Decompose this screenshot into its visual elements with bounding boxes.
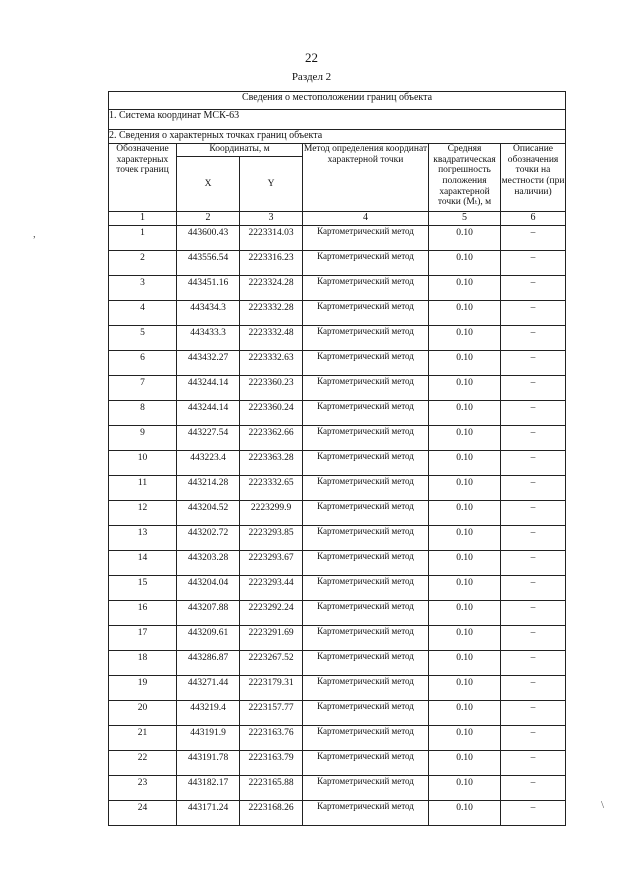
col-coordinates: Координаты, м xyxy=(177,144,303,157)
coord-x: 443182.17 xyxy=(177,776,240,801)
column-number: 5 xyxy=(429,212,501,226)
table-row xyxy=(109,651,566,676)
error-value: 0.10 xyxy=(429,576,501,601)
table-row xyxy=(109,776,566,801)
coord-y: 2223179.31 xyxy=(240,676,303,701)
description: – xyxy=(501,526,566,551)
description: – xyxy=(501,701,566,726)
method: Картометрический метод xyxy=(303,451,429,476)
coord-y: 2223267.52 xyxy=(240,651,303,676)
coord-y: 2223293.85 xyxy=(240,526,303,551)
method: Картометрический метод xyxy=(303,326,429,351)
coord-y: 2223292.24 xyxy=(240,601,303,626)
coord-x: 443171.24 xyxy=(177,801,240,826)
coord-x: 443227.54 xyxy=(177,426,240,451)
table-row xyxy=(109,476,566,501)
point-number: 21 xyxy=(109,726,177,751)
coord-x: 443433.3 xyxy=(177,326,240,351)
method: Картометрический метод xyxy=(303,501,429,526)
coord-x: 443209.61 xyxy=(177,626,240,651)
point-number: 15 xyxy=(109,576,177,601)
description: – xyxy=(501,626,566,651)
description: – xyxy=(501,651,566,676)
error-value: 0.10 xyxy=(429,401,501,426)
coord-x: 443271.44 xyxy=(177,676,240,701)
error-value: 0.10 xyxy=(429,251,501,276)
description: – xyxy=(501,776,566,801)
section-title: Раздел 2 xyxy=(291,71,332,83)
error-value: 0.10 xyxy=(429,526,501,551)
col-method: Метод определения координат характерной точки xyxy=(303,144,429,212)
method: Картометрический метод xyxy=(303,276,429,301)
coord-x: 443219.4 xyxy=(177,701,240,726)
coord-y: 2223163.79 xyxy=(240,751,303,776)
error-value: 0.10 xyxy=(429,326,501,351)
error-value: 0.10 xyxy=(429,351,501,376)
coord-y: 2223332.63 xyxy=(240,351,303,376)
point-number: 2 xyxy=(109,251,177,276)
error-value: 0.10 xyxy=(429,476,501,501)
point-number: 5 xyxy=(109,326,177,351)
point-number: 9 xyxy=(109,426,177,451)
table-row xyxy=(109,676,566,701)
point-number: 11 xyxy=(109,476,177,501)
error-value: 0.10 xyxy=(429,301,501,326)
page-number: 22 xyxy=(305,50,318,65)
points-heading: 2. Сведения о характерных точках границ объекта xyxy=(109,130,566,144)
coord-x: 443204.52 xyxy=(177,501,240,526)
point-number: 8 xyxy=(109,401,177,426)
coord-x: 443600.43 xyxy=(177,226,240,251)
method: Картометрический метод xyxy=(303,226,429,251)
description: – xyxy=(501,726,566,751)
coord-x: 443556.54 xyxy=(177,251,240,276)
table-row xyxy=(109,351,566,376)
error-value: 0.10 xyxy=(429,676,501,701)
method: Картометрический метод xyxy=(303,551,429,576)
point-number: 7 xyxy=(109,376,177,401)
table-row xyxy=(109,426,566,451)
coord-y: 2223360.24 xyxy=(240,401,303,426)
error-value: 0.10 xyxy=(429,776,501,801)
method: Картометрический метод xyxy=(303,301,429,326)
point-number: 14 xyxy=(109,551,177,576)
method: Картометрический метод xyxy=(303,676,429,701)
description: – xyxy=(501,501,566,526)
coord-x: 443223.4 xyxy=(177,451,240,476)
method: Картометрический метод xyxy=(303,401,429,426)
error-value: 0.10 xyxy=(429,751,501,776)
table-row xyxy=(109,526,566,551)
table-row xyxy=(109,276,566,301)
col-description: Описание обозначения точки на местности (при наличии) xyxy=(501,144,566,212)
col-designation: Обозначение характерных точек границ xyxy=(109,144,177,212)
point-number: 23 xyxy=(109,776,177,801)
coord-x: 443204.04 xyxy=(177,576,240,601)
method: Картометрический метод xyxy=(303,701,429,726)
table-header: Сведения о местоположении границ объекта xyxy=(109,92,566,110)
table-row xyxy=(109,451,566,476)
method: Картометрический метод xyxy=(303,576,429,601)
coord-y: 2223362.66 xyxy=(240,426,303,451)
description: – xyxy=(501,551,566,576)
coord-y: 2223332.48 xyxy=(240,326,303,351)
coord-y: 2223316.23 xyxy=(240,251,303,276)
table-row xyxy=(109,701,566,726)
method: Картометрический метод xyxy=(303,801,429,826)
point-number: 20 xyxy=(109,701,177,726)
point-number: 13 xyxy=(109,526,177,551)
error-value: 0.10 xyxy=(429,501,501,526)
coord-x: 443191.9 xyxy=(177,726,240,751)
error-value: 0.10 xyxy=(429,701,501,726)
point-number: 19 xyxy=(109,676,177,701)
point-number: 17 xyxy=(109,626,177,651)
coord-y: 2223165.88 xyxy=(240,776,303,801)
point-number: 22 xyxy=(109,751,177,776)
point-number: 1 xyxy=(109,226,177,251)
error-value: 0.10 xyxy=(429,626,501,651)
table-row xyxy=(109,576,566,601)
error-value: 0.10 xyxy=(429,276,501,301)
coord-y: 2223163.76 xyxy=(240,726,303,751)
coord-x: 443434.3 xyxy=(177,301,240,326)
method: Картометрический метод xyxy=(303,726,429,751)
table-row xyxy=(109,726,566,751)
coord-x: 443214.28 xyxy=(177,476,240,501)
point-number: 3 xyxy=(109,276,177,301)
coord-x: 443202.72 xyxy=(177,526,240,551)
column-number: 3 xyxy=(240,212,303,226)
method: Картометрический метод xyxy=(303,601,429,626)
description: – xyxy=(501,251,566,276)
table-row xyxy=(109,626,566,651)
method: Картометрический метод xyxy=(303,776,429,801)
point-number: 24 xyxy=(109,801,177,826)
description: – xyxy=(501,376,566,401)
coord-y: 2223360.23 xyxy=(240,376,303,401)
coord-x: 443203.28 xyxy=(177,551,240,576)
table-row xyxy=(109,226,566,251)
coord-y: 2223363.28 xyxy=(240,451,303,476)
description: – xyxy=(501,801,566,826)
column-number: 2 xyxy=(177,212,240,226)
method: Картометрический метод xyxy=(303,251,429,276)
error-value: 0.10 xyxy=(429,551,501,576)
description: – xyxy=(501,676,566,701)
table-body xyxy=(109,226,566,826)
point-number: 12 xyxy=(109,501,177,526)
coord-x: 443207.88 xyxy=(177,601,240,626)
coord-y: 2223291.69 xyxy=(240,626,303,651)
error-value: 0.10 xyxy=(429,726,501,751)
column-number: 1 xyxy=(109,212,177,226)
table-row xyxy=(109,401,566,426)
coord-y: 2223332.28 xyxy=(240,301,303,326)
coord-x: 443451.16 xyxy=(177,276,240,301)
point-number: 16 xyxy=(109,601,177,626)
error-value: 0.10 xyxy=(429,426,501,451)
error-value: 0.10 xyxy=(429,651,501,676)
method: Картометрический метод xyxy=(303,426,429,451)
coordinate-system: 1. Система координат МСК-63 xyxy=(109,110,566,130)
col-error: Средняя квадратическая погрешность положения характерной точки (Mₜ), м xyxy=(429,144,501,212)
error-value: 0.10 xyxy=(429,451,501,476)
description: – xyxy=(501,276,566,301)
description: – xyxy=(501,576,566,601)
table-row xyxy=(109,501,566,526)
point-number: 18 xyxy=(109,651,177,676)
method: Картометрический метод xyxy=(303,376,429,401)
method: Картометрический метод xyxy=(303,476,429,501)
table-row xyxy=(109,801,566,826)
coord-x: 443286.87 xyxy=(177,651,240,676)
coord-x: 443191.78 xyxy=(177,751,240,776)
description: – xyxy=(501,301,566,326)
method: Картометрический метод xyxy=(303,751,429,776)
description: – xyxy=(501,401,566,426)
coord-y: 2223293.44 xyxy=(240,576,303,601)
error-value: 0.10 xyxy=(429,226,501,251)
coord-y: 2223332.65 xyxy=(240,476,303,501)
table-row xyxy=(109,326,566,351)
method: Картометрический метод xyxy=(303,351,429,376)
coord-x: 443244.14 xyxy=(177,376,240,401)
description: – xyxy=(501,451,566,476)
description: – xyxy=(501,601,566,626)
coord-y: 2223324.28 xyxy=(240,276,303,301)
description: – xyxy=(501,476,566,501)
table-row xyxy=(109,376,566,401)
coord-x: 443244.14 xyxy=(177,401,240,426)
description: – xyxy=(501,326,566,351)
table-row xyxy=(109,751,566,776)
table-row xyxy=(109,551,566,576)
point-number: 4 xyxy=(109,301,177,326)
coord-y: 2223314.03 xyxy=(240,226,303,251)
col-y: Y xyxy=(240,157,303,212)
description: – xyxy=(501,226,566,251)
table-row xyxy=(109,601,566,626)
point-number: 10 xyxy=(109,451,177,476)
boundary-points-table xyxy=(108,91,566,826)
coord-y: 2223157.77 xyxy=(240,701,303,726)
column-number: 4 xyxy=(303,212,429,226)
description: – xyxy=(501,751,566,776)
description: – xyxy=(501,426,566,451)
error-value: 0.10 xyxy=(429,801,501,826)
table-row xyxy=(109,301,566,326)
description: – xyxy=(501,351,566,376)
table-row xyxy=(109,251,566,276)
coord-y: 2223168.26 xyxy=(240,801,303,826)
coord-y: 2223299.9 xyxy=(240,501,303,526)
error-value: 0.10 xyxy=(429,376,501,401)
method: Картометрический метод xyxy=(303,526,429,551)
scan-mark: , xyxy=(33,228,36,240)
error-value: 0.10 xyxy=(429,601,501,626)
column-number: 6 xyxy=(501,212,566,226)
coord-y: 2223293.67 xyxy=(240,551,303,576)
coord-x: 443432.27 xyxy=(177,351,240,376)
point-number: 6 xyxy=(109,351,177,376)
method: Картометрический метод xyxy=(303,651,429,676)
scan-mark: \ xyxy=(601,799,605,811)
col-x: X xyxy=(177,157,240,212)
method: Картометрический метод xyxy=(303,626,429,651)
